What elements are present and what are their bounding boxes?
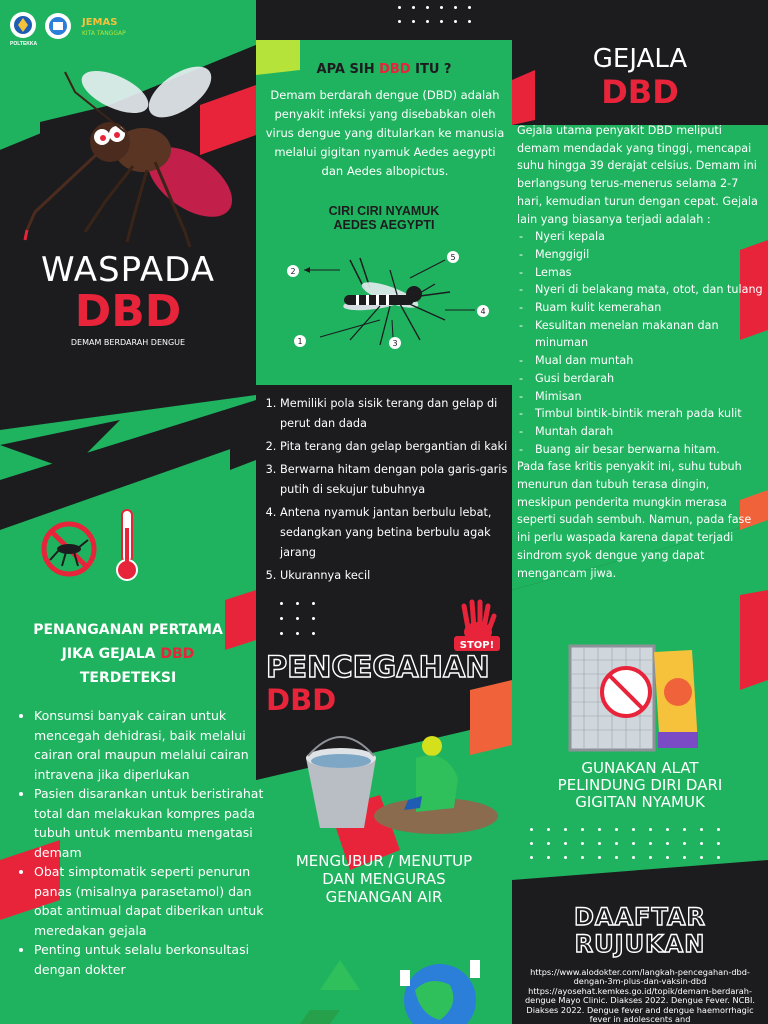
prevent-title-block <box>266 650 506 716</box>
handling-title-prefix: JIKA GEJALA <box>61 646 161 662</box>
list-item: • Pasien disarankan untuk beristirahat total dan melakukan kompres pada tubuh untuk membantu mengatasi demam <box>34 784 268 862</box>
handling-title-line1: PENANGANAN PERTAMA <box>33 622 223 638</box>
list-item: - Buang air besar berwarna hitam. <box>517 441 765 459</box>
dot-grid-mid <box>280 602 315 635</box>
logo-group <box>8 10 128 47</box>
logo1-text: POLTEKKA <box>10 41 38 47</box>
definition-text: Demam berdarah dengue (DBD) adalah penyakit infeksi yang disebabkan oleh virus dengue yang ditularkan ke manusia melalui gigitan nyamuk Aedes aegypti dan Aedes albopictus. <box>265 88 505 178</box>
mosquito-illustration <box>15 62 255 252</box>
svg-text:JEMAS: JEMAS <box>82 17 118 28</box>
dot-grid-right <box>530 828 720 859</box>
question-dbd: DBD <box>379 62 411 77</box>
list-item: - Menggigil <box>517 246 765 264</box>
gejala-list <box>517 228 765 458</box>
svg-text:KITA TANGGAP: KITA TANGGAP <box>82 30 126 37</box>
list-item: • Konsumsi banyak cairan untuk mencegah dehidrasi, baik melalui cairan oral maupun melalui cairan intravena jika diperlukan <box>34 706 268 784</box>
handling-title-line3: TERDETEKSI <box>79 670 177 686</box>
protect-caption-line3: GIGITAN NYAMUK <box>575 793 705 811</box>
title-dbd: DBD <box>74 286 182 337</box>
ref-title-line2: RUJUKAN <box>574 930 706 958</box>
list-item: - Timbul bintik-bintik merah pada kulit <box>517 405 765 423</box>
ref-text: https://www.alodokter.com/langkah-pencegahan-dbd-dengan-3m-plus-dan-vaksin-dbd https://ayosehat.kemkes.go.id/topik/demam-berdarah-dengue Mayo Clinic. Diakses 2022. Dengue Fever. NCBI. Diakses 2022. Dengue fever and dengue haemorrhagic fever in adolescents and <box>524 967 755 1024</box>
no-mosquito-icon <box>40 520 98 578</box>
list-item: - Ruam kulit kemerahan <box>517 299 765 317</box>
aedes-diagram <box>280 240 500 355</box>
list-item: - Lemas <box>517 264 765 282</box>
list-item: - Muntah darah <box>517 423 765 441</box>
prevent-caption-line1: MENGUBUR / MENUTUP <box>295 852 473 870</box>
recycle-icon <box>320 960 360 990</box>
label-4: 4 <box>480 307 486 316</box>
protect-caption-line1: GUNAKAN ALAT <box>581 759 699 777</box>
label-5: 5 <box>450 253 456 262</box>
gejala-title-block <box>512 44 768 110</box>
stop-label: STOP! <box>459 640 495 651</box>
gejala-intro: Gejala utama penyakit DBD meliputi demam mendadak yang tinggi, mencapai suhu hingga 39 derajat celsius. Demam ini berlangsung terus-menerus selama 2-7 hari, kemudian turun dengan cepat. Gejala lain yang biasanya terjadi adalah : <box>517 124 758 226</box>
title-subtitle: DEMAM BERDARAH DENGUE <box>70 338 186 347</box>
ciri-title-line1: CIRI CIRI NYAMUK <box>328 204 440 218</box>
protect-caption <box>512 760 768 811</box>
list-item: - Mimisan <box>517 388 765 406</box>
title-block <box>0 250 256 347</box>
handling-title-line2 <box>0 642 256 666</box>
question-prefix: APA SIH <box>316 62 380 77</box>
list-item: - Nyeri kepala <box>517 228 765 246</box>
list-item: - Gusi berdarah <box>517 370 765 388</box>
gejala-sub: DBD <box>601 73 679 111</box>
stop-hand-icon <box>448 598 504 654</box>
protect-caption-line2: PELINDUNG DIRI DARI <box>557 776 723 794</box>
list-item: 2. Pita terang dan gelap bergantian di kaki <box>280 437 516 457</box>
gejala-body <box>517 122 765 582</box>
campaign-logo-icon <box>80 14 126 40</box>
list-item: 4. Antena nyamuk jantan berbulu lebat, sedangkan yang betina berbulu agak jarang <box>280 503 516 563</box>
handling-list <box>16 706 268 979</box>
prevent-caption-line2: DAN MENGURAS <box>322 870 446 888</box>
polytechnic-logo-icon <box>8 10 38 40</box>
prevent-caption <box>256 852 512 906</box>
label-2: 2 <box>290 267 296 276</box>
ciri-title-line2: AEDES AEGYPTI <box>333 218 435 232</box>
prevention-illustration <box>296 728 506 840</box>
dot-grid-top <box>398 6 471 23</box>
recycle-illustration <box>300 930 500 1024</box>
list-item: - Mual dan muntah <box>517 352 765 370</box>
question-suffix: ITU ? <box>410 62 452 77</box>
ciri-title <box>256 204 512 232</box>
handling-title-dbd: DBD <box>160 646 195 662</box>
list-item: 5. Ukurannya kecil <box>280 566 516 586</box>
prevent-caption-line3: GENANGAN AIR <box>325 888 443 906</box>
prevent-sub: DBD <box>266 683 337 717</box>
list-item: 1. Memiliki pola sisik terang dan gelap di perut dan dada <box>280 394 516 434</box>
question-title <box>256 62 512 77</box>
list-item: - Kesulitan menelan makanan dan minuman <box>517 317 765 352</box>
title-waspada: WASPADA <box>40 250 216 290</box>
ref-title-line1: DAAFTAR <box>573 903 707 931</box>
handling-title <box>0 618 256 690</box>
ciri-list <box>262 394 516 589</box>
ref-title-block <box>512 904 768 958</box>
institution-logo-icon <box>44 12 72 40</box>
list-item: 3. Berwarna hitam dengan pola garis-garis putih di sekujur tubuhnya <box>280 460 516 500</box>
list-item: - Nyeri di belakang mata, otot, dan tulang <box>517 281 765 299</box>
list-item: • Obat simptomatik seperti penurun panas (misalnya parasetamol) dan obat antimual dapat diberikan untuk meredakan gejala <box>34 862 268 940</box>
gejala-title: GEJALA <box>592 44 688 74</box>
thermometer-icon <box>115 508 139 582</box>
gejala-after: Pada fase kritis penyakit ini, suhu tubuh menurun dan tubuh terasa dingin, meskipun penderita mungkin merasa seperti sudah sembuh. Namun, pada fase ini perlu waspada karena dapat terjadi sindrom syok dengue yang dapat mengancam jiwa. <box>517 460 752 580</box>
label-3: 3 <box>392 339 398 348</box>
protection-illustration <box>566 640 706 752</box>
prevent-title: PENCEGAHAN <box>266 650 490 684</box>
label-1: 1 <box>297 337 303 346</box>
list-item: • Penting untuk selalu berkonsultasi dengan dokter <box>34 940 268 979</box>
